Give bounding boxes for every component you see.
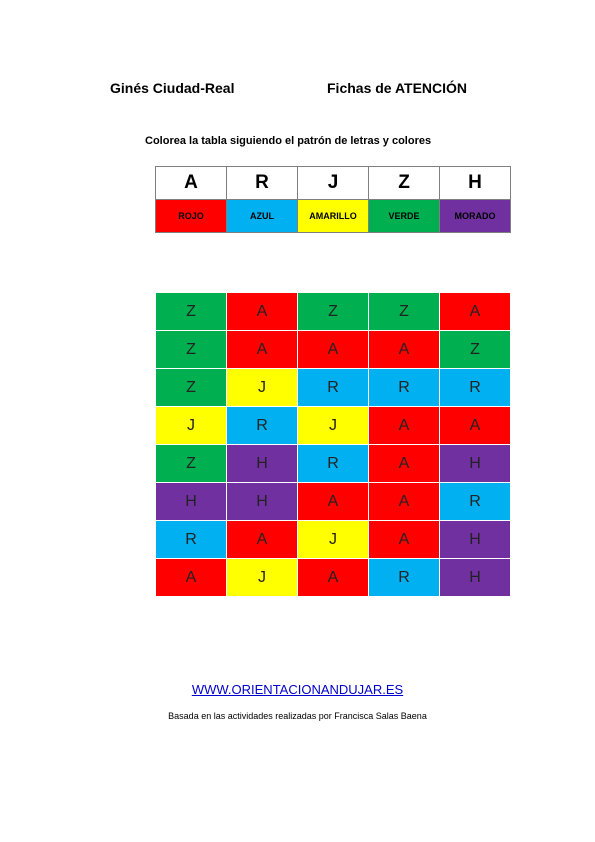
legend-table bbox=[155, 166, 511, 233]
grid-cell[interactable]: R bbox=[369, 559, 440, 597]
grid-cell[interactable]: A bbox=[369, 483, 440, 521]
grid-cell[interactable]: H bbox=[227, 483, 298, 521]
grid-cell[interactable]: H bbox=[440, 521, 511, 559]
grid-row bbox=[156, 369, 511, 407]
grid-cell[interactable]: J bbox=[156, 407, 227, 445]
grid-cell[interactable]: A bbox=[369, 521, 440, 559]
grid-cell[interactable]: R bbox=[298, 369, 369, 407]
legend-color-h: MORADO bbox=[440, 200, 511, 233]
grid-cell[interactable]: J bbox=[227, 369, 298, 407]
grid-cell[interactable]: R bbox=[227, 407, 298, 445]
legend-letter-j: J bbox=[298, 167, 369, 200]
grid-row bbox=[156, 521, 511, 559]
grid-cell[interactable]: H bbox=[440, 559, 511, 597]
grid-cell[interactable]: R bbox=[298, 445, 369, 483]
grid-cell[interactable]: J bbox=[227, 559, 298, 597]
grid-cell[interactable]: A bbox=[369, 331, 440, 369]
grid-cell[interactable]: R bbox=[156, 521, 227, 559]
grid-cell[interactable]: A bbox=[227, 331, 298, 369]
grid-cell[interactable]: A bbox=[369, 445, 440, 483]
author-name: Ginés Ciudad-Real bbox=[110, 80, 235, 96]
legend-letter-h: H bbox=[440, 167, 511, 200]
legend-letters-row bbox=[156, 167, 511, 200]
legend-color-a: ROJO bbox=[156, 200, 227, 233]
legend-letter-z: Z bbox=[369, 167, 440, 200]
worksheet-title: Fichas de ATENCIÓN bbox=[327, 80, 468, 96]
grid-cell[interactable]: H bbox=[156, 483, 227, 521]
legend-letter-a: A bbox=[156, 167, 227, 200]
grid-cell[interactable]: A bbox=[369, 407, 440, 445]
grid-row bbox=[156, 331, 511, 369]
grid-cell[interactable]: H bbox=[440, 445, 511, 483]
grid-cell[interactable]: A bbox=[298, 331, 369, 369]
grid-cell[interactable]: A bbox=[227, 521, 298, 559]
legend-color-j: AMARILLO bbox=[298, 200, 369, 233]
grid-cell[interactable]: Z bbox=[369, 293, 440, 331]
instruction-text: Colorea la tabla siguiendo el patrón de letras y colores bbox=[145, 135, 432, 147]
grid-cell[interactable]: J bbox=[298, 407, 369, 445]
grid-cell[interactable]: A bbox=[440, 293, 511, 331]
grid-cell[interactable]: H bbox=[227, 445, 298, 483]
legend-color-z: VERDE bbox=[369, 200, 440, 233]
grid-row bbox=[156, 293, 511, 331]
grid-cell[interactable]: A bbox=[298, 559, 369, 597]
website-link[interactable]: WWW.ORIENTACIONANDUJAR.ES bbox=[191, 682, 404, 697]
grid-cell[interactable]: A bbox=[156, 559, 227, 597]
grid-cell[interactable]: A bbox=[440, 407, 511, 445]
grid-cell[interactable]: Z bbox=[298, 293, 369, 331]
grid-row bbox=[156, 559, 511, 597]
legend-letter-r: R bbox=[227, 167, 298, 200]
grid-row bbox=[156, 407, 511, 445]
grid-cell[interactable]: R bbox=[440, 369, 511, 407]
grid-cell[interactable]: Z bbox=[440, 331, 511, 369]
credit-text: Basada en las actividades realizadas por Francisca Salas Baena bbox=[168, 711, 427, 721]
legend-color-r: AZUL bbox=[227, 200, 298, 233]
grid-cell[interactable]: Z bbox=[156, 445, 227, 483]
legend-colors-row bbox=[156, 200, 511, 233]
grid-cell[interactable]: A bbox=[298, 483, 369, 521]
grid-cell[interactable]: Z bbox=[156, 369, 227, 407]
grid-row bbox=[156, 445, 511, 483]
grid-cell[interactable]: R bbox=[440, 483, 511, 521]
grid-cell[interactable]: J bbox=[298, 521, 369, 559]
grid-cell[interactable]: Z bbox=[156, 331, 227, 369]
grid-cell[interactable]: A bbox=[227, 293, 298, 331]
grid-row bbox=[156, 483, 511, 521]
grid-cell[interactable]: Z bbox=[156, 293, 227, 331]
letter-grid bbox=[155, 292, 511, 597]
grid-cell[interactable]: R bbox=[369, 369, 440, 407]
